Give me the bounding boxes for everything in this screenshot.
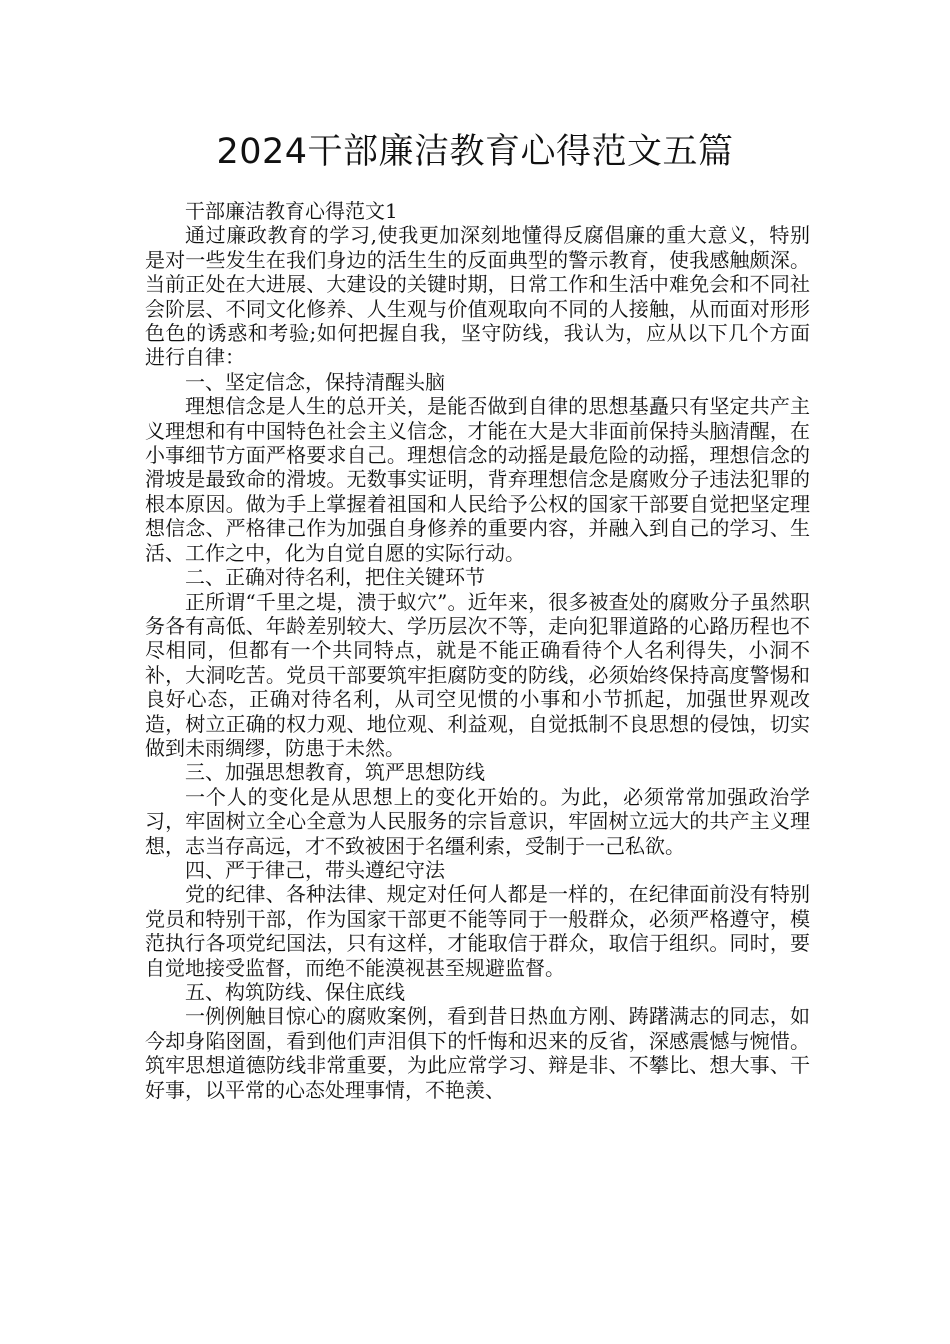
body-paragraph: 通过廉政教育的学习,使我更加深刻地懂得反腐倡廉的重大意义，特别是对一些发生在我们身边的活生生的反面典型的警示教育，使我感触颇深。当前正处在大进展、大建设的关键时期，日常工作和生活中难免会和不同社会阶层、不同文化修养、人生观与价值观取向不同的人接触，从而面对形形色色的诱惑和考验;如何把握自我，坚守防线，我认为，应从以下几个方面进行自律：: [145, 223, 810, 370]
section-heading: 三、加强思想教育，筑严思想防线: [185, 760, 485, 785]
section-heading: 二、正确对待名利，把住关键环节: [185, 565, 485, 590]
document-title: 2024干部廉洁教育心得范文五篇: [216, 132, 734, 172]
body-paragraph: 一例例触目惊心的腐败案例，看到昔日热血方刚、踌躇满志的同志，如今却身陷囹圄，看到他们声泪俱下的忏悔和迟来的反省，深感震憾与惋惜。筑牢思想道德防线非常重要，为此应常学习、辩是非、不攀比、想大事、干好事，以平常的心态处理事情，不艳羡、: [145, 1004, 810, 1102]
section-heading: 五、构筑防线、保住底线: [185, 980, 405, 1004]
section-heading: 干部廉洁教育心得范文1: [185, 199, 398, 223]
body-paragraph: 正所谓“千里之堤，溃于蚁穴”。近年来，很多被查处的腐败分子虽然职务各有高低、年龄差别较大、学历层次不等，走向犯罪道路的心路历程也不尽相同，但都有一个共同特点，就是不能正确看待个人名利得失，小洞不补，大洞吃苦。党员干部要筑牢拒腐防变的防线，必须始终保持高度警惕和良好心态，正确对待名利，从司空见惯的小事和小节抓起，加强世界观改造，树立正确的权力观、地位观、利益观，自觉抵制不良思想的侵蚀，切实做到未雨绸缪，防患于未然。: [145, 589, 810, 760]
body-paragraph: 一个人的变化是从思想上的变化开始的。为此，必须常常加强政治学习，牢固树立全心全意为人民服务的宗旨意识，牢固树立远大的共产主义理想，志当存高远，才不致被困于名缰利索，受制于一己私欲。: [145, 784, 810, 858]
body-paragraph: 理想信念是人生的总开关，是能否做到自律的思想基矗只有坚定共产主义理想和有中国特色社会主义信念，才能在大是大非面前保持头脑清醒，在小事细节方面严格要求自己。理想信念的动摇是最危险的动摇，理想信念的滑坡是最致命的滑坡。无数事实证明，背弃理想信念是腐败分子违法犯罪的根本原因。做为手上掌握着祖国和人民给予公权的国家干部要自觉把坚定理想信念、严格律己作为加强自身修养的重要内容，并融入到自己的学习、生活、工作之中，化为自觉自愿的实际行动。: [145, 394, 810, 565]
section-heading: 四、严于律己，带头遵纪守法: [185, 857, 445, 882]
document-body: [145, 199, 810, 1102]
body-paragraph: 党的纪律、各种法律、规定对任何人都是一样的，在纪律面前没有特别党员和特别干部，作为国家干部更不能等同于一般群众，必须严格遵守，模范执行各项党纪国法，只有这样，才能取信于群众，取信于组织。同时，要自觉地接受监督，而绝不能漠视甚至规避监督。: [145, 882, 810, 980]
section-heading: 一、坚定信念，保持清醒头脑: [185, 369, 445, 394]
